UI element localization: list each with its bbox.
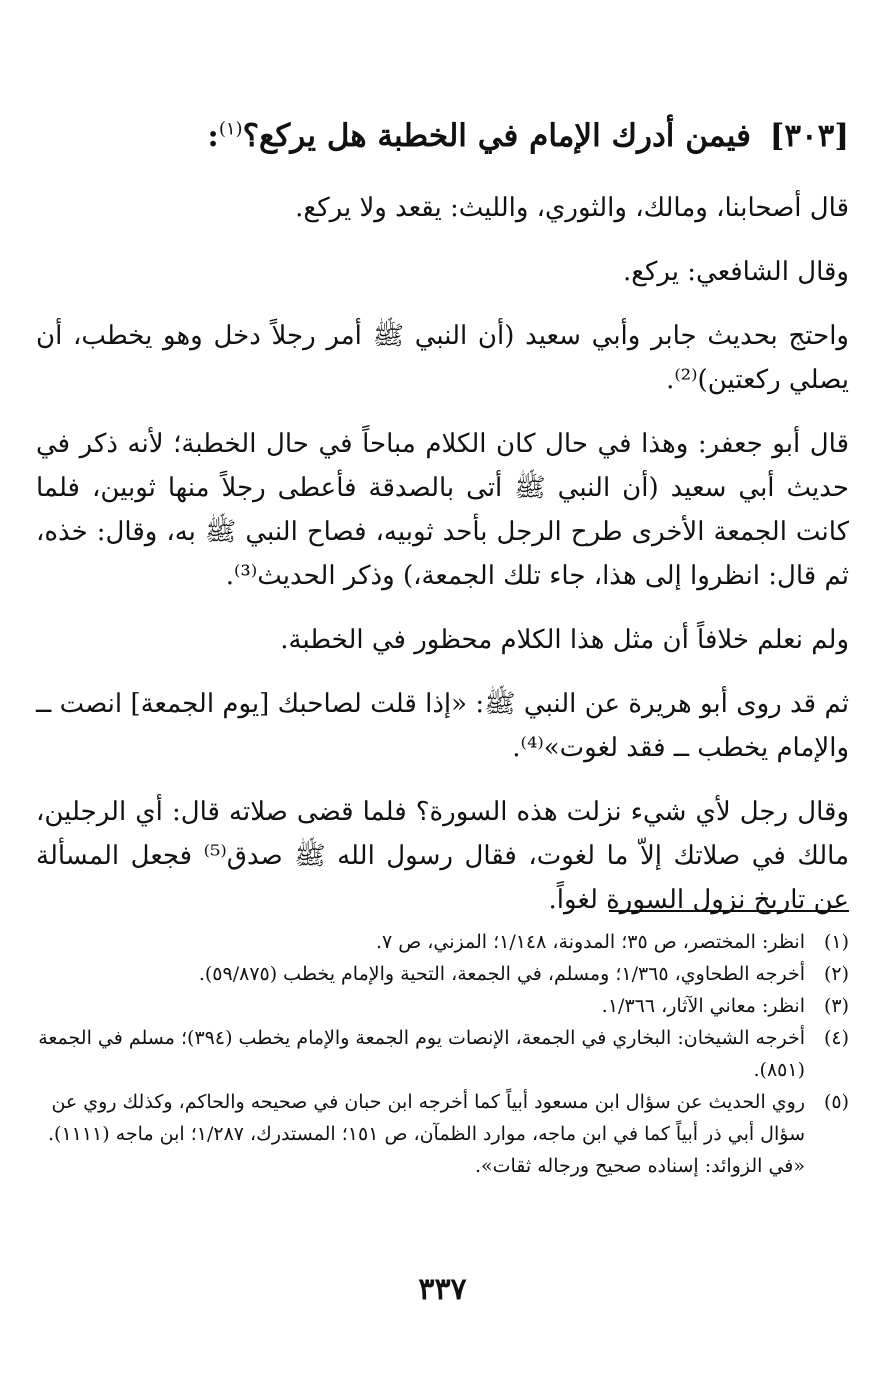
paragraph: ولم نعلم خلافاً أن مثل هذا الكلام محظور في الخطبة.	[280, 625, 849, 655]
footnote-text: روي الحديث عن سؤال ابن مسعود أبياً كما أخرجه ابن حبان في صحيحه والحاكم، وكذلك روي عن سؤال أبي ذر أبياً كما في ابن ماجه، موارد الظمآن، ص ١٥١؛ المستدرك، ١/٢٨٧؛ ابن ماجه (١١١١).	[47, 1091, 805, 1145]
footnote-text: أخرجه الطحاوي، ١/٣٦٥؛ ومسلم، في الجمعة، التحية والإمام يخطب (٥٩/٨٧٥).	[198, 963, 805, 985]
footnote	[36, 990, 849, 1022]
footnote-number: (٤)	[823, 1027, 849, 1049]
page-number: ٣٣٧	[418, 1272, 467, 1307]
footnote-number: (٣)	[823, 995, 849, 1017]
footnotes	[36, 926, 849, 1182]
footnote-number: (١)	[823, 931, 849, 953]
footnote-number: (٥)	[823, 1091, 849, 1113]
footnote	[36, 958, 849, 990]
footnote-divider	[609, 910, 849, 912]
section-title: فيمن أدرك الإمام في الخطبة هل يركع؟	[242, 118, 751, 154]
section-number: [٣٠٣]	[769, 118, 849, 154]
footnote	[36, 1022, 849, 1086]
paragraph: قال أصحابنا، ومالك، والثوري، والليث: يقعد ولا يركع.	[295, 193, 849, 223]
paragraph: قال أبو جعفر: وهذا في حال كان الكلام مباحاً في حال الخطبة؛ لأنه ذكر في حديث أبي سعيد (أن النبي ﷺ أتى بالصدقة فأعطى رجلاً منها ثوبين، فلما كانت الجمعة الأخرى طرح الرجل بأحد ثوبيه، فصاح النبي ﷺ به، وقال: خذه، ثم قال: انظروا إلى هذا، جاء تلك الجمعة،) وذكر الحديث⁽³⁾.	[36, 429, 849, 591]
heading-colon: :	[207, 118, 219, 154]
heading-footnote-ref: (١)	[218, 118, 243, 140]
paragraph: واحتج بحديث جابر وأبي سعيد (أن النبي ﷺ أمر رجلاً دخل وهو يخطب، أن يصلي ركعتين)⁽²⁾.	[36, 321, 849, 395]
footnote-text: انظر: معاني الآثار، ١/٣٦٦.	[601, 995, 805, 1017]
paragraph: وقال الشافعي: يركع.	[622, 257, 849, 287]
paragraph: ثم قد روى أبو هريرة عن النبي ﷺ: «إذا قلت لصاحبك [يوم الجمعة] انصت ــ والإمام يخطب ــ فقد لغوت»⁽⁴⁾.	[36, 689, 849, 763]
footnote	[36, 1086, 849, 1150]
section-heading	[207, 118, 849, 154]
paragraph: وقال رجل لأي شيء نزلت هذه السورة؟ فلما قضى صلاته قال: أي الرجلين، مالك في صلاتك إلاّ ما لغوت، فقال رسول الله ﷺ صدق⁽⁵⁾ فجعل المسألة عن تاريخ نزول السورة لغواً.	[36, 797, 849, 915]
footnote	[36, 926, 849, 958]
body-text	[36, 186, 849, 942]
footnote-number: (٢)	[823, 963, 849, 985]
footnote-quote: «في الزوائد: إسناده صحيح ورجاله ثقات».	[474, 1155, 805, 1177]
footnote-text: انظر: المختصر، ص ٣٥؛ المدونة، ١/١٤٨؛ المزني، ص ٧.	[375, 931, 805, 953]
footnote-text: أخرجه الشيخان: البخاري في الجمعة، الإنصات يوم الجمعة والإمام يخطب (٣٩٤)؛ مسلم في الجمعة (٨٥١).	[38, 1027, 805, 1081]
